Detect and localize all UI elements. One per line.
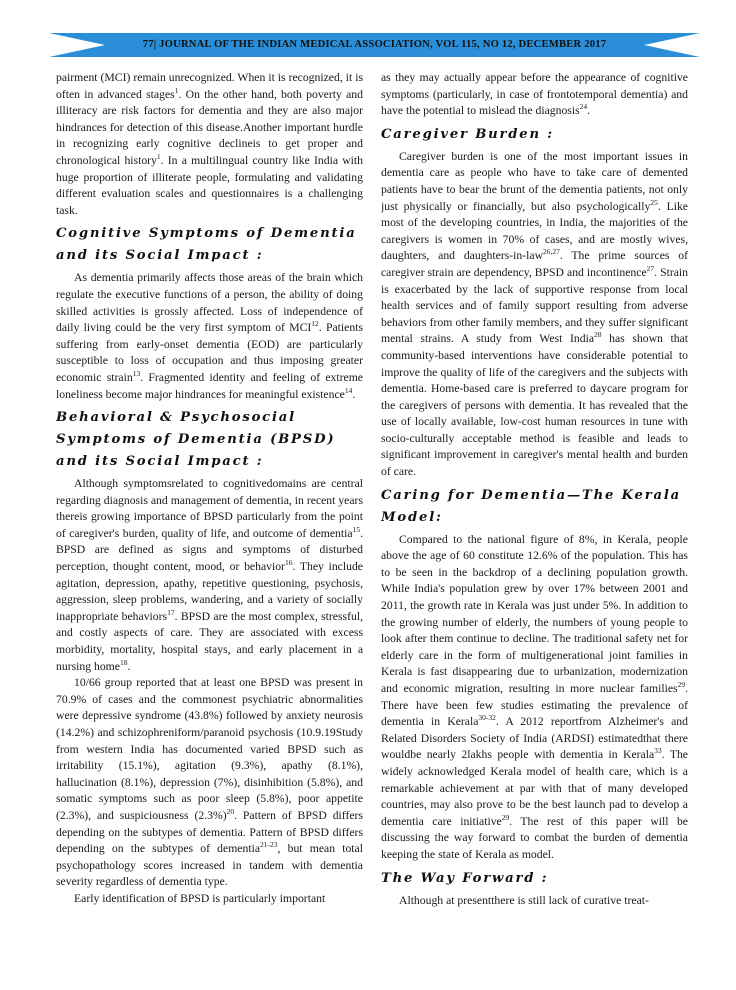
left-column (56, 70, 363, 975)
section-heading-bpsd: Behavioral & Psychosocial Symptoms of Dementia (BPSD) and its Social Impact : (56, 410, 336, 470)
paragraph: Early identification of BPSD is particularly important (74, 891, 326, 905)
paragraph: Caregiver burden is one of the most important issues in dementia care as people who have to take care of demented patients have to bear the brunt of the dementia patients, not only just physically or financially, but also psychologically$^{25}$. Like most of the developing countries, in India, the majorities of the caregivers is women in 70% of cases, and are mostly wives, daughters, and daughters-in-law$^{26,27}$. The prime sources of caregiver strain are dependency, BPSD and incontinence$^{27}$. Strain is exacerbated by the lack of supportive response from local health services and of family support resulting from adverse behaviors from other family members, and they suffer significant mental strains. A study from West India$^{28}$ has shown that community-based interventions have considerable potential to improve the quality of life of the caregivers and the subjects with dementia. Home-based care is preferred to daycare program for the caregivers of persons with dementia. It has revealed that the use of locally available, low-cost human resources in tune with socio-culturally acceptable method is feasible and leads to significant improvement in caregiver's mental health and burden of care. (381, 149, 688, 479)
journal-header-band (49, 33, 700, 57)
section-heading-cognitive-symptoms: Cognitive Symptoms of Dementia and its Social Impact : (56, 226, 357, 264)
section-heading-caregiver-burden: Caregiver Burden : (381, 126, 554, 142)
paragraph: Although at presentthere is still lack of curative treat- (399, 893, 649, 907)
section-heading-kerala-model: Caring for Dementia—The Kerala Model: (381, 487, 681, 525)
paragraph: As dementia primarily affects those areas of the brain which regulate the executive functions of a person, the ability of doing skilled activities is grossly affected. Loss of independence of daily living could be the very first symptom of MCI$^{12}$. Patients suffering from early-onset dementia (EOD) are particularly susceptible to loss of occupation and thus imposing greater economic strain$^{13}$. Fragmented identity and feeling of extreme loneliness become major hindrances for meaningful existence$^{14}$. (56, 271, 363, 401)
paragraph: Compared to the national figure of 8%, in Kerala, people above the age of 60 constitute 12.6% of the population. This has to be seen in the backdrop of a declining population growth. While India's population grew by over 17% between 2001 and 2011, the growth rate in Kerala was just under 5%. In addition to the growing number of elderly, the numbers of young people to look after them continue to decline. The traditional safety net for elderly care in the form of multigenerational joint families in Kerala is fast disappearing due to urbanization, modernization and economic migration, resulting in more nuclear families$^{29}$. There have been few studies estimating the prevalence of dementia in Kerala$^{30-32}$. A 2012 reportfrom Alzheimer's and Related Disorders Society of India (ARDSI) estimatedthat there wouldbe nearly 2lakhs people with dementia in Kerala$^{33}$. The widely acknowledged Kerala model of health care, which is a remarkable achievement at par with that of many developed countries, may also prove to be the best launch pad to develop a dementia care initiative$^{29}$. The rest of this paper will be discussing the way forward to combat the burden of dementia keeping the state of Kerala as model. (381, 532, 688, 861)
paragraph: pairment (MCI) remain unrecognized. When it is recognized, it is often in advanced stages$^1$. On the other hand, both poverty and illiteracy are risk factors for dementia and they are also major hindrances for detection of this disease.Another important hurdle in recognizing early cognitive declineis to get proper and chronological history$^1$. In a multilingual country like India with huge proportion of illiterate people, formulating and validating different evaluation scales and questionnaires is a challenging task. (56, 71, 363, 217)
right-column (381, 70, 688, 975)
paragraph: 10/66 group reported that at least one BPSD was present in 70.9% of cases and the commonest psychiatric abnormalities were depressive syndrome (43.8%) followed by anxiety neurosis (14.2%) and schizophreniform/paranoid psychosis (10.9.19Study from western India has documented varied BPSD such as irritability (15.1%), agitation (9.3%), apathy (8.1%), hallucination (8.1%), depression (7%), disinhibition (5.8%), and somatic symptoms such as poor sleep (5.8%), poor appetite (2.3%), and suspiciousness $(2.3\%)^{20}$. Pattern of BPSD differs depending on the subtypes of dementia. Pattern of BPSD differs depending on the subtypes of dementia$^{21-23}$, but mean total psychopathology scores increased in tandem with dementia severity regardless of dementia type. (56, 676, 363, 889)
paragraph: Although symptomsrelated to cognitivedomains are central regarding diagnosis and management of dementia, in recent years thereis growing importance of BPSD particularly from the point of caregiver's burden, quality of life, and outcome of dementia$^{15}$. BPSD are defined as signs and symptoms of disturbed perception, thought content, mood, or behavior$^{16}$. They include agitation, depression, apathy, repetitive questioning, psychosis, aggression, sleep problems, wandering, and a variety of socially inappropriate behaviors$^{17}$. BPSD are the most complex, stressful, and costly aspects of care. They are associated with excess morbidity, mortality, hospital stays, and early placement in a nursing home$^{18}$. (56, 477, 363, 673)
paragraph: as they may actually appear before the appearance of cognitive symptoms (particularly, in case of frontotemporal dementia) and have the potential to mislead the diagnosis$^{24}$. (381, 71, 688, 118)
section-heading-way-forward: The Way Forward : (381, 870, 549, 886)
running-header: 77| JOURNAL OF THE INDIAN MEDICAL ASSOCIATION, VOL 115, NO 12, DECEMBER 2017 (142, 39, 607, 50)
